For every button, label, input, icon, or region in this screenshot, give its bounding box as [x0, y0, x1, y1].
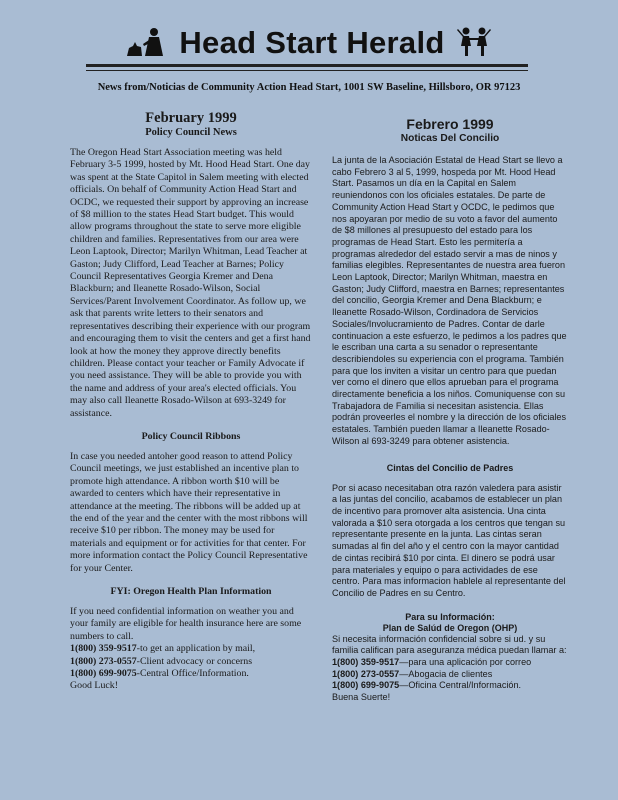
spanish-section-health-title-2: Plan de Salúd de Oregon (OHP) [382, 622, 518, 633]
dancing-children-icon [455, 26, 493, 60]
spanish-paragraph-2: Por si acaso necesitaban otra razón valedera para asistir a las juntas del concilio, acabamos de establecer un plan de incentivo para promover alta asistencia. Una cinta valorada a $10 sera otorgada a los centros que tengan su representante presente en la junta. Las cintas seran sumadas al fin del año y el centro con la mayor cantidad de cintas recibirá $10 por cinta. El dinero se podrá usar para materiales y equipo o para actividades de ese centro. Para mas informacion hablele al representante del Concilio de Padres en su Centro. [332, 482, 566, 598]
spanish-section-health-title-1: Para su Información: [405, 611, 495, 622]
masthead-rule-thick [86, 64, 528, 67]
masthead-title: Head Start Herald [179, 25, 445, 60]
list-item [332, 669, 568, 681]
spanish-contact-list [332, 657, 568, 692]
list-item [332, 657, 568, 669]
spanish-column [332, 108, 568, 704]
english-contact-list [70, 643, 312, 680]
phone-number: 1(800) 699-9075 [70, 668, 137, 680]
contact-description: —Oficina Central/Información. [399, 680, 522, 691]
list-item [70, 668, 312, 680]
contact-description: -Central Office/Information. [136, 668, 249, 680]
contact-description: -to get an application by mail, [136, 643, 256, 655]
spanish-section-ribbons-title: Cintas del Concilio de Padres [386, 462, 514, 473]
contact-description: —Abogacia de clientes [399, 668, 493, 679]
phone-number: 1(800) 273-0557 [332, 668, 400, 679]
list-item [70, 643, 312, 655]
spanish-subhead: Noticas Del Concilio [400, 133, 500, 144]
contact-description: -Client advocacy or concerns [136, 655, 253, 667]
phone-number: 1(800) 359-9517 [70, 643, 137, 655]
english-headline: February 1999 [145, 110, 237, 126]
english-section-health-title: FYI: Oregon Health Plan Information [110, 586, 272, 597]
phone-number: 1(800) 699-9075 [332, 680, 400, 691]
english-paragraph-1: The Oregon Head Start Association meeting was held February 3-5 1999, hosted by Mt. Hood Head Start. One day was spent at the State Capitol in Salem meeting with elected officials. On behalf of Community Action Head Start and OCDC, we requested their support by approving an increase of $8 million to the states Head Start budget. This would allow programs throughout the state to serve more eligible children and families. Representatives from our area were Leon Laptook, Director; Marilyn Whitman, Lead Teacher at Gaston; Judy Clifford, Lead Teacher at Barnes; Policy Council Representatives Georgia Kremer and Dena Blackburn; and Ileanette Rosado-Wilson, Social Services/Parent Involvement Coordinator. As follow up, we ask that parents write letters to their senators and representatives describing their experience with our program and encouraging them to visit the centers and get a first hand look at how the money they approve directly benefits children. Please contact your teacher or Family Advocate if you need assistance. They will be able to provide you with the name and address of your area's elected officials. You may also call Ileanette Rosado-Wilson at 693-3249 for assistance. [70, 147, 311, 419]
dog-and-child-icon [125, 26, 169, 60]
masthead [0, 18, 618, 68]
spanish-headline: Febrero 1999 [406, 116, 494, 132]
spanish-paragraph-1: La junta de la Asociación Estatal de Head Start se llevo a cabo Febrero 3 al 5, 1999, hospeda por Mt. Hood Head Start. Pasamos un día en la Capital en Salem reuniendonos con los oficiales estatales. De parte de Community Action Head Start y OCDC, le pedimos que nos apoyaran por medio de su voto a favor del aumento de $8 millones al presupuesto del estado para los programas de Head Start. Esto les permitería a programas alrededor del estado servir a mas de ninos y familias elegibles. Representantes de nuestra area fueron Leon Laptook, Director; Marilyn Whitman, maestra en Gaston; Judy Clifford, maestra en Barnes; representantes del concilio, Georgia Kremer and Dena Blackburn; e Ileanette Rosado-Wilson, Cordinadora de Servicios Sociales/Involucramiento de Padres. Contar de darle continuacion a este esfuerzo, le pedimos a los padres que le escriban una carta a su senador o representante describiendoles su experiencia con el programa. También para que los inviten a visitar un centro para que puedan ver como el dinero que ellos aprueban para el programa directamente beneficia a los niños. Comuniquense con su Trabajadora de Familia si necesitan asistencia. Ellas podrán proveerles el nombre y la dirección de los oficiales estatales. También pueden llamar a Ileanette Rosado-Wilson al 693-3249 para obtener asistencia. [332, 155, 567, 446]
list-item [332, 680, 568, 692]
english-section-ribbons-title: Policy Council Ribbons [141, 430, 241, 442]
english-subhead: Policy Council News [145, 127, 237, 138]
spanish-closing: Buena Suerte! [332, 692, 391, 703]
english-closing: Good Luck! [70, 680, 118, 692]
phone-number: 1(800) 359-9517 [332, 657, 400, 668]
english-paragraph-3: If you need confidential information on weather you and your family are eligible for health insurance here are some numbers to call. [70, 606, 302, 642]
list-item [70, 656, 312, 668]
english-paragraph-2: In case you needed antoher good reason to attend Policy Council meetings, we just established an incentive plan to promote high attendance. A ribbon worth $10 will be awarded to centers which have their representative in attendance at the meeting. The ribbons will be added up at the end of the year and the center with the most ribbons will receive $10 per ribbon. The money may be used for materials and equipment or for activities for that center. For more information contact the Policy Council Representative for your Center. [70, 450, 308, 574]
phone-number: 1(800) 273-0557 [70, 655, 137, 667]
english-column [70, 108, 312, 693]
spanish-paragraph-3: Si necesita información confidencial sobre si ud. y su familia califican para aseguranza médica puedan llamar a: [332, 633, 567, 656]
masthead-rule-thin [86, 70, 528, 71]
tagline: News from/Noticias de Community Action Head Start, 1001 SW Baseline, Hillsboro, OR 97123 [97, 82, 521, 93]
contact-description: —para una aplicación por correo [399, 657, 532, 668]
